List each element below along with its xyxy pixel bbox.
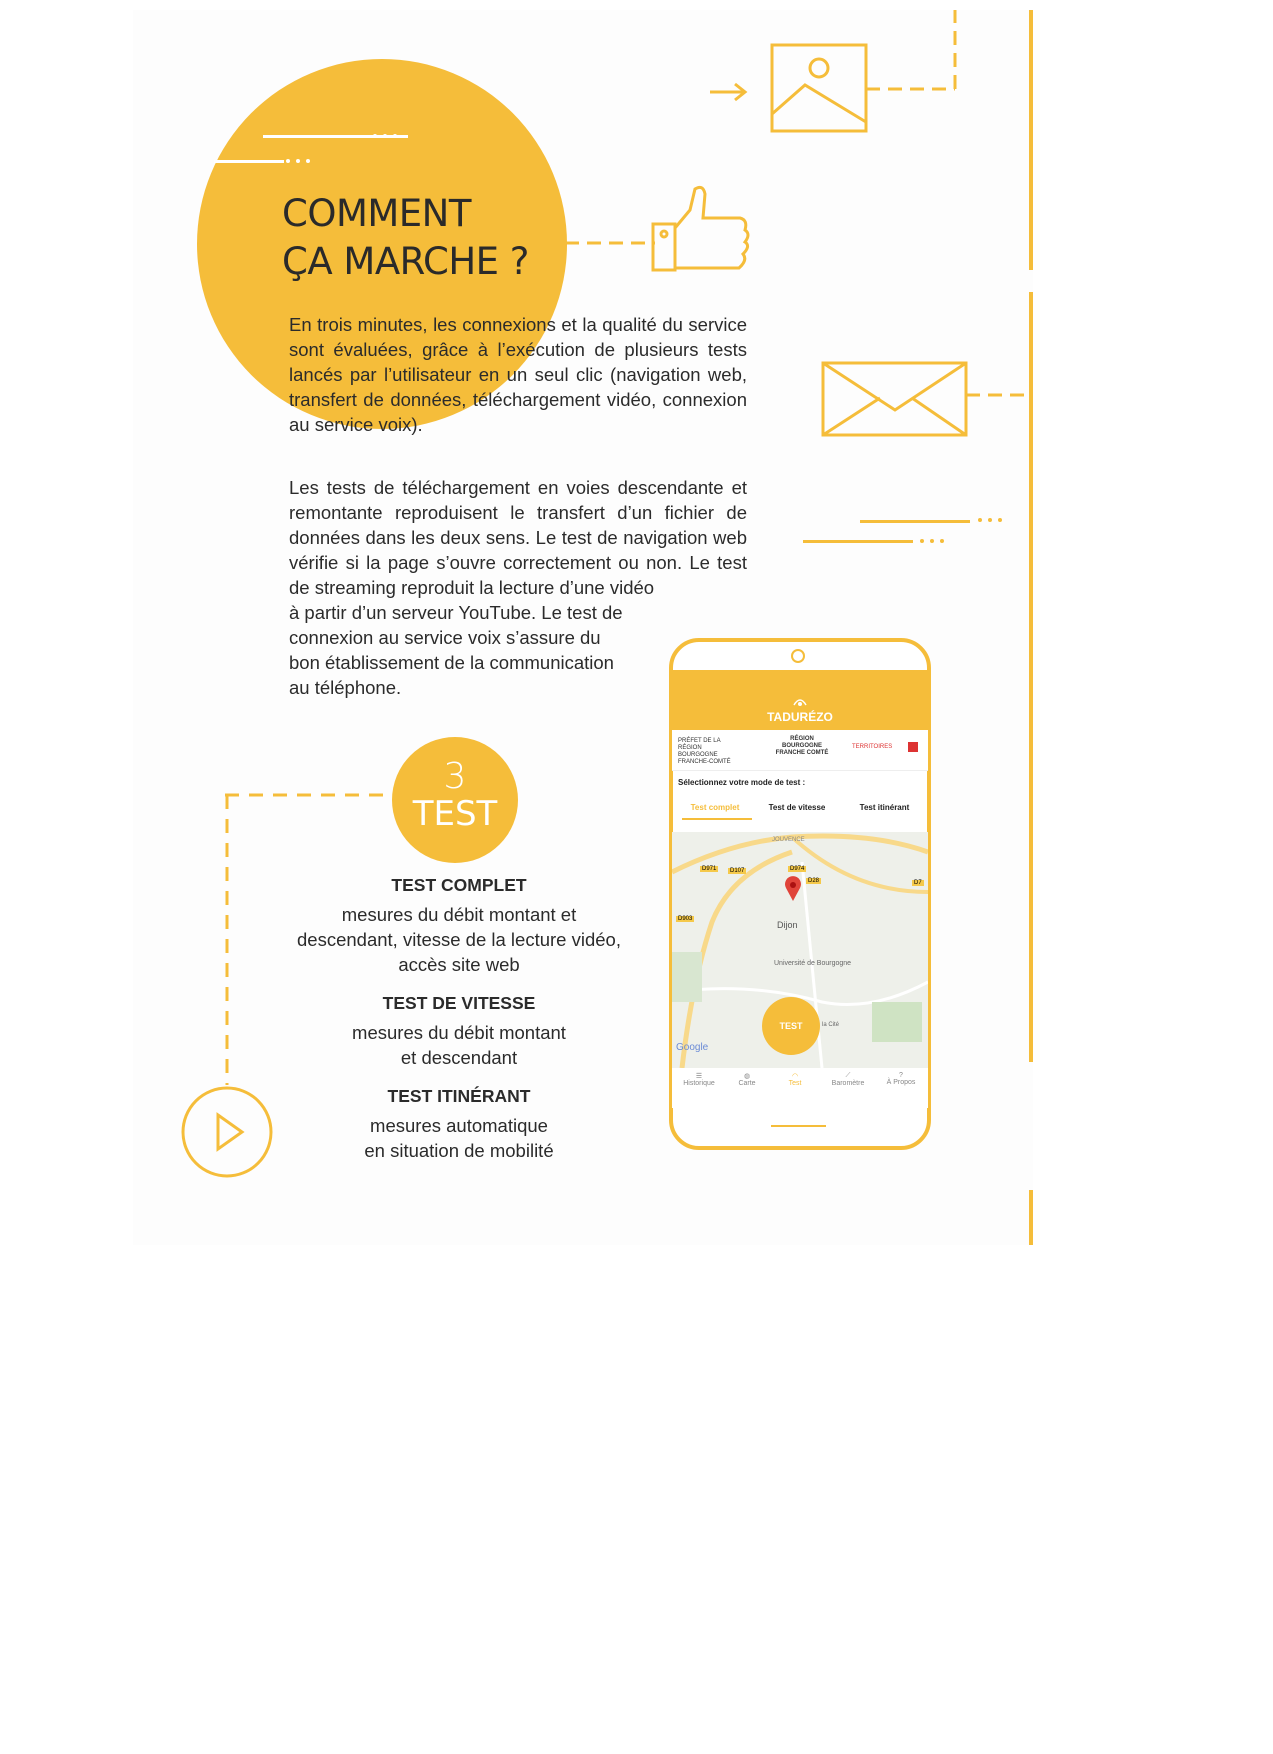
tab-test-vitesse[interactable]: Test de vitesse	[768, 803, 826, 812]
page-title	[282, 190, 529, 286]
nav-label: Carte	[738, 1080, 756, 1087]
map-view[interactable]	[672, 832, 928, 1068]
details-paragraph-b: à partir d’un serveur YouTube. Le test de connexion au service voix s’assure du bon établissement de la communication au téléphone.	[289, 602, 623, 698]
feature-title: TEST COMPLET	[391, 875, 527, 895]
feature-test-complet	[289, 875, 629, 977]
app-name: TADURÉZO	[767, 710, 833, 724]
location-pin-icon	[784, 876, 802, 902]
feature-title: TEST ITINÉRANT	[387, 1086, 531, 1106]
phone-bottom-nav	[672, 1068, 928, 1108]
test-mode-section	[672, 770, 928, 832]
logo-region: RÉGION BOURGOGNE FRANCHE COMTÉ	[775, 736, 829, 756]
step-badge	[392, 737, 518, 863]
nav-barometre[interactable]	[822, 1072, 874, 1087]
tab-test-itinerant[interactable]: Test itinérant	[859, 803, 910, 812]
nav-historique[interactable]	[676, 1072, 722, 1087]
tab-active-indicator	[682, 818, 752, 820]
google-logo: Google	[676, 1042, 709, 1053]
nav-label: Baromètre	[831, 1080, 865, 1087]
step-label: TEST	[412, 794, 498, 834]
globe-icon: ◍	[743, 1073, 751, 1080]
road-label: D7	[914, 880, 922, 886]
phone-home-bar	[771, 1125, 826, 1127]
map-label-city: Dijon	[777, 920, 798, 930]
nav-test[interactable]	[772, 1072, 818, 1087]
feature-desc: mesures automatique en situation de mobilité	[364, 1115, 554, 1161]
feature-test-vitesse	[289, 993, 629, 1070]
road-label: D974	[790, 866, 805, 872]
map-label-south: la Cité	[822, 1022, 840, 1028]
decor-line-right-1	[860, 520, 970, 523]
decor-line-white-2	[214, 160, 284, 163]
decor-dots-2	[283, 157, 323, 165]
feature-title: TEST DE VITESSE	[382, 993, 536, 1013]
edge-bar-bottom	[1029, 1190, 1033, 1245]
help-icon: ?	[899, 1072, 903, 1079]
decor-dots-1	[370, 132, 410, 140]
feature-desc: mesures du débit montant et descendant	[352, 1022, 566, 1068]
road-label: D28	[808, 878, 820, 884]
nav-label: Historique	[683, 1080, 715, 1087]
image-icon	[705, 10, 965, 140]
phone-camera-icon	[790, 648, 806, 664]
logo-prefet: PRÉFET DE LA RÉGION BOURGOGNE FRANCHE-COMTÉ	[678, 738, 731, 765]
decor-dots-3	[975, 516, 1015, 524]
logo-territoires: TERRITOIRES	[852, 744, 893, 750]
intro-paragraph: En trois minutes, les connexions et la qualité du service sont évaluées, grâce à l’exécution de plusieurs tests lancés par l’utilisateur en un seul clic (navigation web, transfert de données, téléchargement vidéo, connexion au service voix).	[289, 314, 747, 435]
edge-bar-top	[1029, 10, 1033, 270]
step-number: 3	[443, 756, 467, 797]
map-label-poi: Université de Bourgogne	[774, 960, 852, 967]
feature-test-itinerant	[289, 1086, 629, 1163]
partner-logos	[672, 730, 928, 771]
decor-dots-4	[917, 537, 957, 545]
mode-prompt: Sélectionnez votre mode de test :	[678, 778, 806, 787]
nav-label: Test	[788, 1080, 802, 1087]
nav-a-propos[interactable]	[876, 1072, 926, 1086]
title-line-2: ÇA MARCHE ?	[282, 240, 529, 283]
decor-line-right-2	[803, 540, 913, 543]
logo-square-icon	[908, 742, 918, 752]
road-label: D107	[730, 868, 745, 874]
list-icon: ☰	[695, 1073, 703, 1080]
details-paragraph-a: Les tests de téléchargement en voies descendante et remontante reproduisent le transfert d’un fichier de données dans les deux sens. Le test de navigation web vérifie si la page s’ouvre correctement ou non. Le test de streaming reproduit la lecture d’une vidéo	[289, 477, 747, 598]
signal-icon	[790, 695, 810, 707]
tab-test-complet[interactable]: Test complet	[690, 803, 740, 812]
map-label-area: JOUVENCE	[772, 837, 805, 843]
speedometer-icon: ◠	[791, 1073, 799, 1080]
nav-carte[interactable]	[724, 1072, 770, 1087]
feature-desc: mesures du débit montant et descendant, vitesse de la lecture vidéo, accès site web	[297, 904, 621, 975]
phone-status-bar	[672, 670, 928, 692]
road-label: D971	[702, 866, 717, 872]
phone-app-bar	[672, 692, 928, 730]
title-line-1: COMMENT	[282, 192, 471, 235]
nav-label: À Propos	[886, 1079, 916, 1086]
thumbs-up-icon	[565, 184, 755, 274]
test-button[interactable]: TEST	[762, 997, 820, 1055]
chart-icon: ⟋	[845, 1072, 851, 1079]
play-icon	[178, 1085, 278, 1185]
road-label: D903	[678, 916, 693, 922]
envelope-icon	[820, 360, 1030, 440]
